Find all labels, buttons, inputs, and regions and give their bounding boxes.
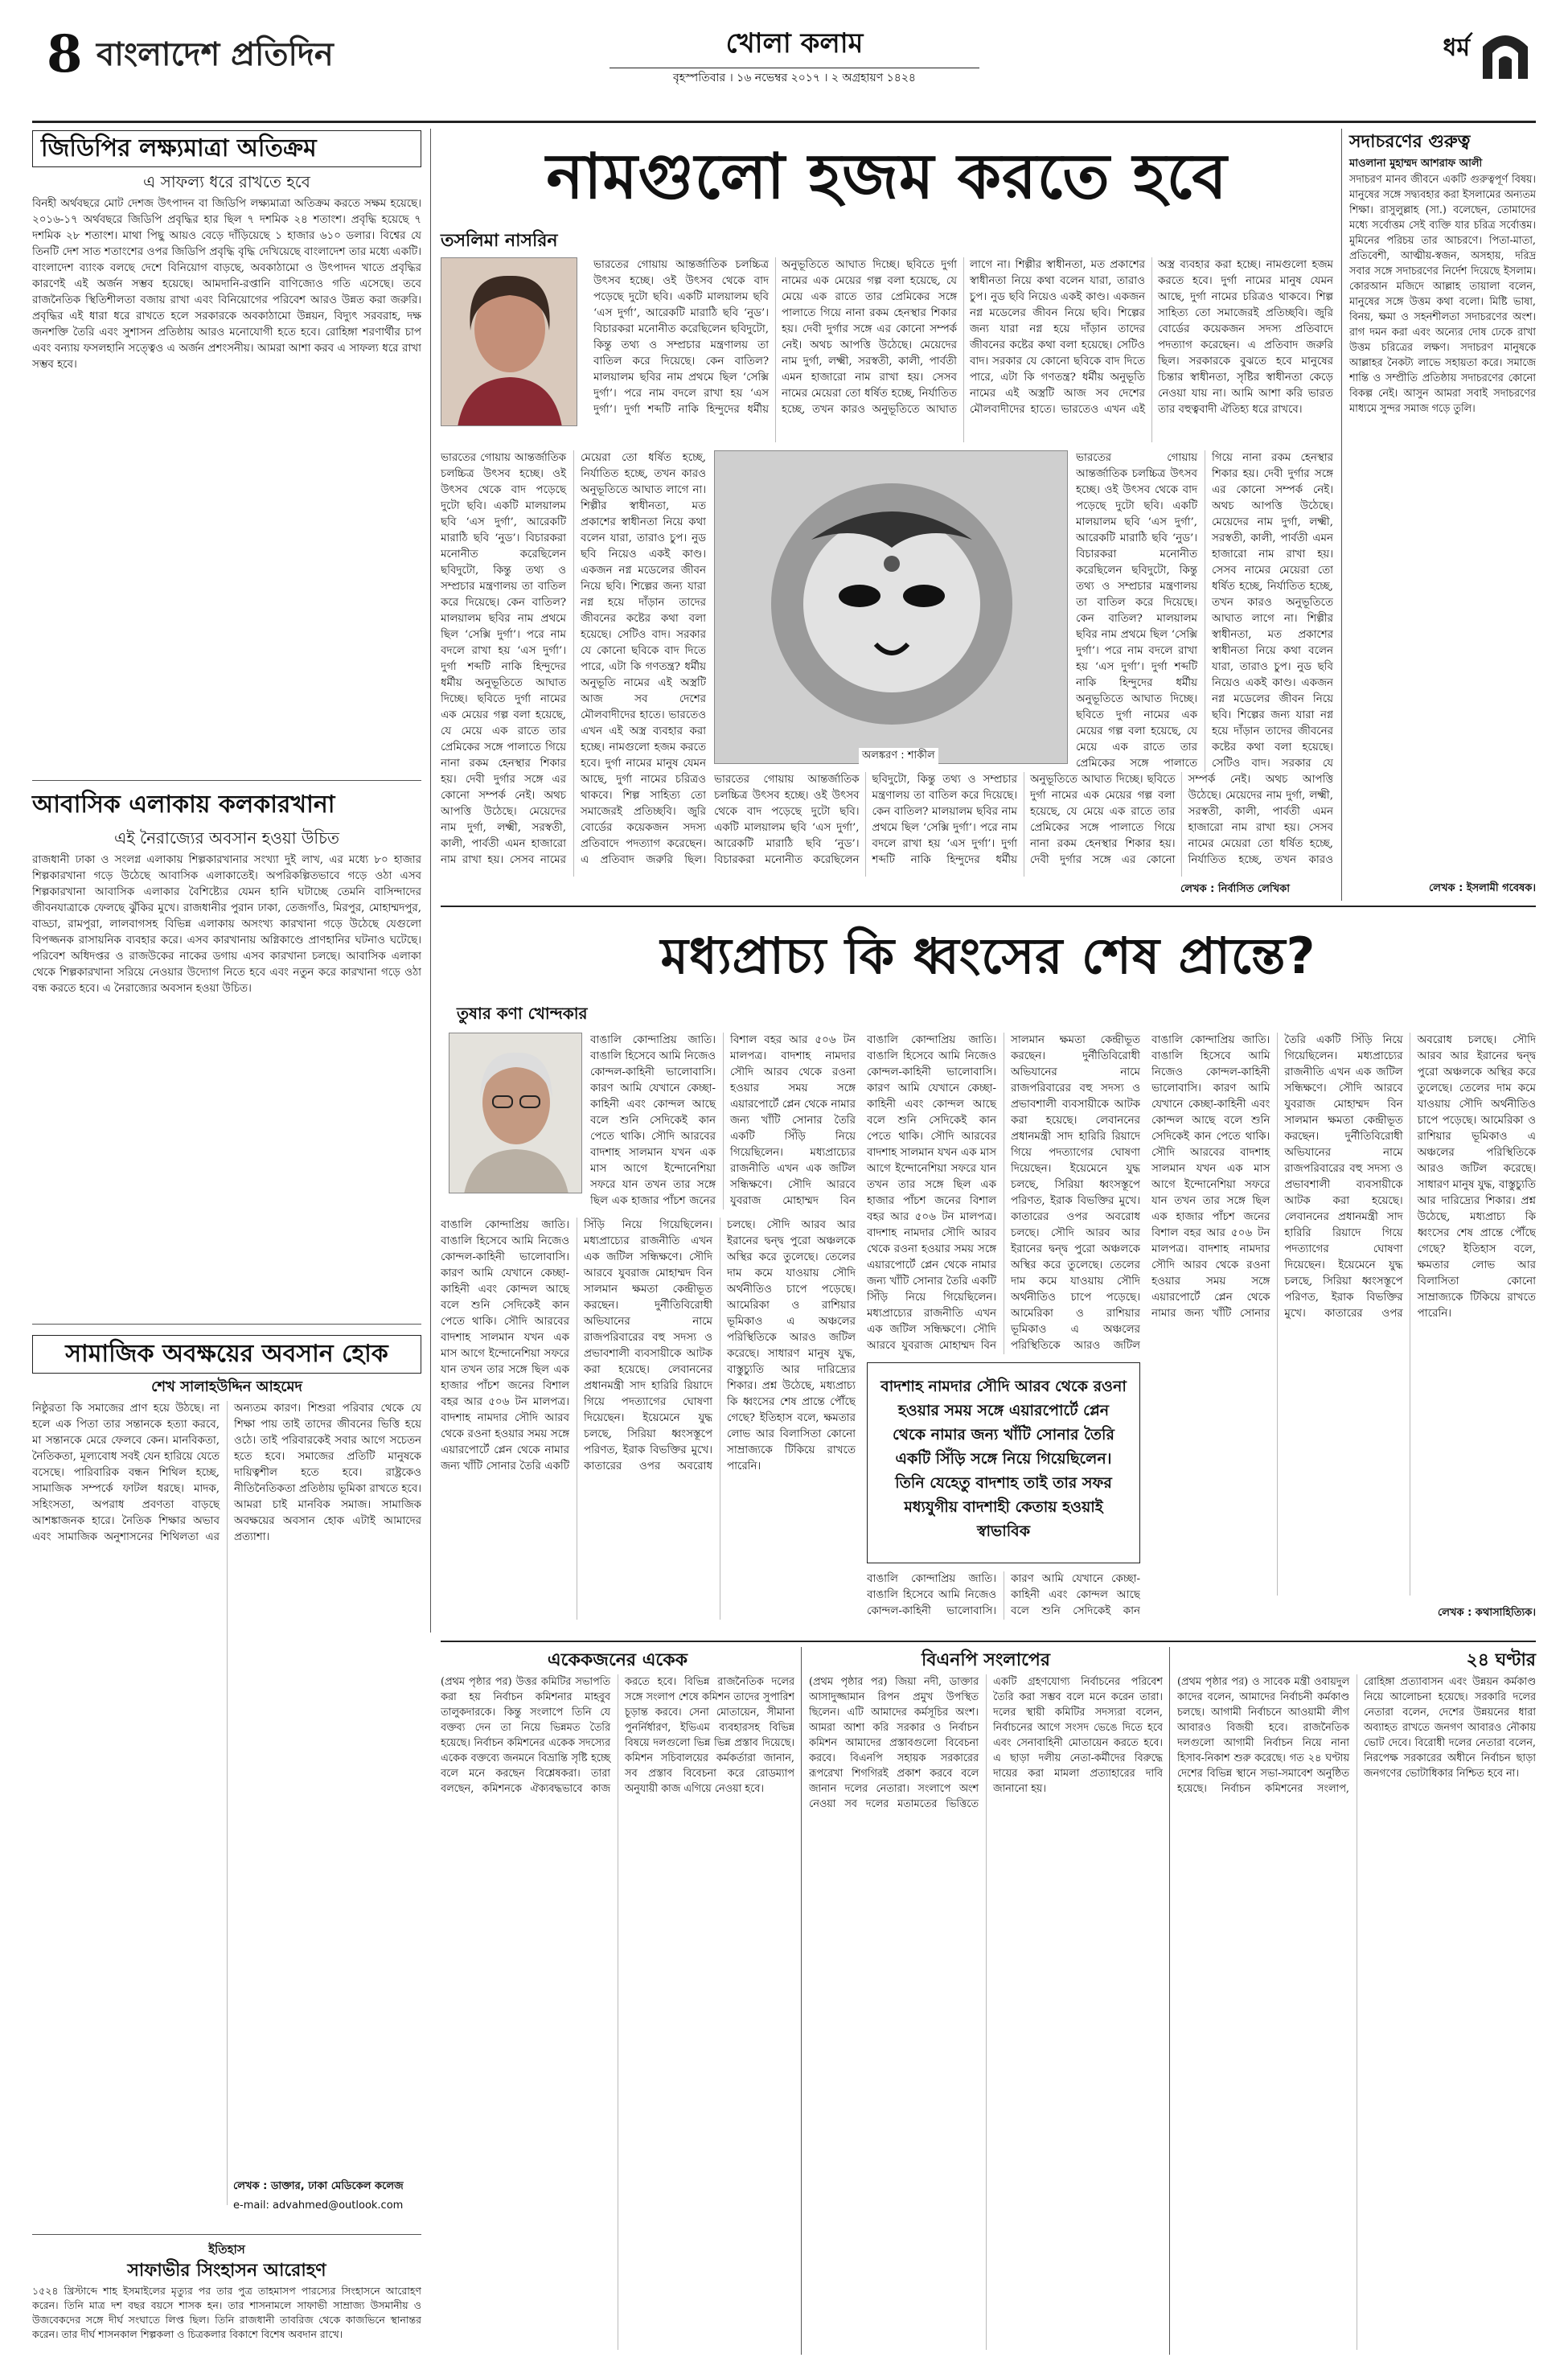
divider [441, 906, 1536, 907]
column-social-title: সামাজিক অবক্ষয়ের অবসান হোক [32, 1335, 421, 1374]
lead-body-lower-left: ভারতের গোয়ায় আন্তর্জাতিক চলচ্চিত্র উৎসব হচ্ছে। ওই উৎসব থেকে বাদ পড়েছে দুটো ছবি। একটি মালয়ালম ছবি ‘এস দুর্গা’, আরেকটি মারাঠি ছবি ‘নুড’। বিচারকরা মনোনীত করেছিলেন ছবিদুটো, কিন্তু তথ্য ও সম্প্রচার মন্ত্রণালয় তা বাতিল করে দিয়েছে। কেন বাতিল? মালয়ালম ছবির নাম প্রথমে ছিল ‘সেক্সি দুর্গা’। পরে নাম বদলে রাখা হয় ‘এস দুর্গা’। দুর্গা শব্দটি নাকি হিন্দুদের ধর্মীয় অনুভূতিতে আঘাত দিচ্ছে। ছবিতে দুর্গা নামের এক মেয়ের গল্প বলা হয়েছে, যে মেয়ে এক রাতে তার প্রেমিকের সঙ্গে পালাতে গিয়ে নানা রকম হেনস্থার শিকার হয়। দেবী দুর্গার সঙ্গে এর কোনো সম্পর্ক নেই। অথচ আপত্তি উঠেছে। মেয়েদের নাম দুর্গা, লক্ষ্মী, সরস্বতী, কালী, পার্বতী এমন হাজারো নাম রাখা হয়। সেসব নামের মেয়েরা তো ধর্ষিত হচ্ছে, নির্যাতিত হচ্ছে, তখন কারও অনুভূতিতে আঘাত লাগে না। শিল্পীর স্বাধীনতা, মত প্রকাশের স্বাধীনতা নিয়ে কথা বলেন যারা, তারাও চুপ। নুড ছবি নিয়েও একই কাণ্ড। একজন নগ্ন মডেলের জীবন নিয়ে ছবি। শিল্পের জন্য যারা নগ্ন হয়ে দাঁড়ান তাদের জীবনের কষ্টের কথা বলা হয়েছে। সেটিও বাদ। সরকার যে কোনো ছবিকে বাদ দিতে পারে, এটা কি গণতন্ত্র? ধর্মীয় অনুভূতি নামের এই অস্ত্রটি আজ সব দেশের মৌলবাদীদের হাতে। ভারতেও এখন এই অস্ত্র ব্যবহার করা হচ্ছে। নামগুলো হজম করতে হবে। দুর্গা নামের মানুষ যেমন আছে, দুর্গা নামের চরিত্রও থাকবে। শিল্প সাহিত্য তো সমাজেরই প্রতিচ্ছবি। জুরি বোর্ডের কয়েকজন সদস্য প্রতিবাদে পদত্যাগ করেছেন। এ প্রতিবাদ জরুরি ছিল। [441, 452, 706, 866]
lead-author: তসলিমা নাসরিন [441, 231, 558, 251]
column-social-author: শেখ সালাহউদ্দিন আহমেদ [151, 1378, 302, 1395]
column-divider [1169, 1647, 1170, 2355]
paper-name: বাংলাদেশ প্রতিদিন [96, 36, 334, 73]
bottom-report-2-body: (প্রথম পৃষ্ঠার পর) জিয়া নদী, ডাক্তার আসাদুজ্জামান রিপন প্রমুখ উপস্থিত ছিলেন। এটি আমাদের কর্মসূচির অংশ। আমরা আশা করি সরকার ও নির্বাচন কমিশন আমাদের প্রস্তাবগুলো বিবেচনা করবে। বিএনপি সহায়ক সরকারের রূপরেখা শিগগিরই প্রকাশ করবে বলে জানান দলের নেতারা। সংলাপে অংশ নেওয়া সব দলের মতামতের ভিত্তিতে একটি গ্রহণযোগ্য নির্বাচনের পরিবেশ তৈরি করা সম্ভব বলে মনে করেন তারা। দলের স্থায়ী কমিটির সদস্যরা বলেন, নির্বাচনের আগে সংসদ ভেঙে দিতে হবে এবং সেনাবাহিনী মোতায়েন করতে হবে। এ ছাড়া দলীয় নেতা-কর্মীদের বিরুদ্ধে দায়ের করা মামলা প্রত্যাহারের দাবি জানানো হয়। [809, 1676, 1163, 1810]
bottom-report-3-body: (প্রথম পৃষ্ঠার পর) ও সাবেক মন্ত্রী ওবায়দুল কাদের বলেন, আমাদের নির্বাচনী কর্মকাণ্ড চলছে। আগামী নির্বাচনে আওয়ামী লীগ আবারও বিজয়ী হবে। রাজনৈতিক দলগুলো আগামী নির্বাচন নিয়ে নানা হিসাব-নিকাশ শুরু করেছে। গত ২৪ ঘণ্টায় দেশের বিভিন্ন স্থানে সভা-সমাবেশ অনুষ্ঠিত হয়েছে। নির্বাচন কমিশনের সংলাপ, রোহিঙ্গা প্রত্যাবাসন এবং উন্নয়ন কর্মকাণ্ড নিয়ে আলোচনা হয়েছে। সরকারি দলের নেতারা বলেন, দেশের উন্নয়নের ধারা অব্যাহত রাখতে জনগণ আবারও নৌকায় ভোট দেবে। বিরোধী দলের নেতারা বলেন, নিরপেক্ষ সরকারের অধীনে নির্বাচন ছাড়া জনগণের ভোটাধিকার নিশ্চিত হবে না। [1177, 1676, 1536, 1795]
column-divider-right [1341, 129, 1342, 901]
history-body: ১৫২৪ খ্রিস্টাব্দে শাহ ইসমাইলের মৃত্যুর পর তার পুত্র তাহমাসপ পারস্যের সিংহাসনে আরোহণ করেন। তিনি মাত্র দশ বছর বয়সে শাসক হন। তার শাসনামলে সাফাভী সাম্রাজ্য উসমানীয় ও উজবেকদের সঙ্গে দীর্ঘ সংঘাতে লিপ্ত ছিল। তিনি রাজধানী তাবরিজ থেকে কাজভিনে স্থানান্তর করেন। তার দীর্ঘ শাসনকাল শিল্পকলা ও চিত্রকলার বিকাশে বিশেষ অবদান রাখে। [32, 2285, 421, 2340]
lead-title: নামগুলো হজম করতে হবে [546, 141, 1228, 213]
religion-column [1349, 129, 1536, 901]
feature-body-right: বাঙালি কোন্দাপ্রিয় জাতি। বাঙালি হিসেবে আমি নিজেও কোন্দল-কাহিনী ভালোবাসি। কারণ আমি যেখানে কেচ্ছা-কাহিনী এবং কোন্দল আছে বলে শুনি সেদিকেই কান পেতে থাকি। সৌদি আরবের বাদশাহ সালমান যখন এক মাস আগে ইন্দোনেশিয়া সফরে যান তখন তার সঙ্গে ছিল এক হাজার পাঁচশ জনের বিশাল বহর আর ৫০৬ টন মালপত্র। বাদশাহ নামদার সৌদি আরব থেকে রওনা হওয়ার সময় সঙ্গে এয়ারপোর্টে প্লেন থেকে নামার জন্য খাঁটি সোনার তৈরি একটি সিঁড়ি নিয়ে গিয়েছিলেন। মধ্যপ্রাচ্যের রাজনীতি এখন এক জটিল সন্ধিক্ষণে। সৌদি আরবে যুবরাজ মোহাম্মদ বিন সালমান ক্ষমতা কেন্দ্রীভূত করছেন। দুর্নীতিবিরোধী অভিযানের নামে রাজপরিবারের বহু সদস্য ও প্রভাবশালী ব্যবসায়ীকে আটক করা হয়েছে। লেবাননের প্রধানমন্ত্রী সাদ হারিরি রিয়াদে গিয়ে পদত্যাগের ঘোষণা দিয়েছেন। ইয়েমেনে যুদ্ধ চলছে, সিরিয়া ধ্বংসস্তূপে পরিণত, ইরাক বিভক্তির মুখে। কাতারের ওপর অবরোধ চলছে। সৌদি আরব আর ইরানের দ্বন্দ্ব পুরো অঞ্চলকে অস্থির করে তুলেছে। তেলের দাম কমে যাওয়ায় সৌদি অর্থনীতিও চাপে পড়েছে। আমেরিকা ও রাশিয়ার ভূমিকাও এ অঞ্চলের পরিস্থিতিকে আরও জটিল করেছে। সাধারণ মানুষ যুদ্ধ, বাস্তুচ্যুতি আর দারিদ্র্যের শিকার। প্রশ্ন উঠেছে, মধ্যপ্রাচ্য কি ধ্বংসের শেষ প্রান্তে পৌঁছে গেছে? ইতিহাস বলে, ক্ষমতার লোভ আর বিলাসিতা কোনো সাম্রাজ্যকে টিকিয়ে রাখতে পারেনি। [1151, 1034, 1536, 1320]
page-number: 8 [47, 24, 83, 84]
masthead [47, 23, 1534, 103]
bottom-report-1-body: (প্রথম পৃষ্ঠার পর) উত্তর কমিটির সভাপতি করা হয় নির্বাচন কমিশনার মাহবুব তালুকদারকে। কিন্তু সংলাপে তিনি যে বক্তব্য দেন তা নিয়ে ভিন্নমত তৈরি হয়েছে। নির্বাচন কমিশনের একেক সদস্যের একেক বক্তব্যে জনমনে বিভ্রান্তি সৃষ্টি হচ্ছে বলে মনে করছেন বিশ্লেষকরা। তারা বলছেন, কমিশনকে ঐক্যবদ্ধভাবে কাজ করতে হবে। বিভিন্ন রাজনৈতিক দলের সঙ্গে সংলাপ শেষে কমিশন তাদের সুপারিশ চূড়ান্ত করবে। সেনা মোতায়েন, সীমানা পুনর্নির্ধারণ, ইভিএম ব্যবহারসহ বিভিন্ন বিষয়ে দলগুলো ভিন্ন ভিন্ন প্রস্তাব দিয়েছে। কমিশন সচিবালয়ের কর্মকর্তারা জানান, সব প্রস্তাব বিবেচনা করে রোডম্যাপ অনুযায়ী কাজ এগিয়ে নেওয়া হবে। [441, 1676, 794, 1795]
section-title: খোলা কলাম [725, 27, 864, 60]
masthead-rule [32, 121, 1536, 123]
religion-body: সদাচরণ মানব জীবনে একটি গুরুত্বপূর্ণ বিষয়। মানুষের সঙ্গে সদ্ব্যবহার করা ইসলামের অন্যতম শিক্ষা। রাসুলুল্লাহ (সা.) বলেছেন, তোমাদের মধ্যে সর্বোত্তম সেই ব্যক্তি যার চরিত্র সর্বোত্তম। মুমিনের পরিচয় তার আচরণে। পিতা-মাতা, প্রতিবেশী, আত্মীয়-স্বজন, অসহায়, দরিদ্র সবার সঙ্গে সদাচরণের নির্দেশ দিয়েছে ইসলাম। কোরআন মজিদে আল্লাহ তায়ালা বলেন, মানুষের সঙ্গে উত্তম কথা বলো। মিষ্টি ভাষা, বিনয়, ক্ষমা ও সহনশীলতা সদাচরণের অংশ। রাগ দমন করা এবং অন্যের দোষ ঢেকে রাখা উত্তম চরিত্রের লক্ষণ। সদাচরণ মানুষকে আল্লাহর নৈকট্য লাভে সহায়তা করে। সমাজে শান্তি ও সম্প্রীতি প্রতিষ্ঠায় সদাচরণের কোনো বিকল্প নেই। আসুন আমরা সবাই সদাচরণের মাধ্যমে সুন্দর সমাজ গড়ে তুলি। [1349, 174, 1536, 415]
column-social-email: e-mail: advahmed@outlook.com [233, 2199, 404, 2212]
editorial-industry [32, 787, 421, 1317]
bottom-report-1 [441, 1647, 794, 2355]
divider [441, 1641, 1536, 1642]
feature-author: তুষার কণা খোন্দকার [457, 1004, 588, 1023]
religion-footer: লেখক : ইসলামী গবেষক। [1428, 882, 1536, 894]
mosque-icon [1480, 23, 1531, 80]
history-box [32, 2241, 421, 2353]
religion-title: সদাচরণের গুরুত্ব [1349, 132, 1471, 152]
lead-footer: লেখক : নির্বাসিত লেখিকা [1180, 883, 1290, 895]
history-label: ইতিহাস [208, 2242, 245, 2257]
illustration-credit: অলঙ্করণ : শাকীল [859, 748, 938, 765]
bottom-report-2-label: বিএনপি সংলাপের [922, 1650, 1050, 1670]
issue-date: বৃহস্পতিবার । ১৬ নভেম্বর ২০১৭ । ২ অগ্রহায়ণ ১৪২৪ [610, 68, 979, 88]
column-social [32, 1335, 421, 2228]
author-photo [441, 257, 577, 426]
editorial-gdp-title: জিডিপির লক্ষ্যমাত্রা অতিক্রম [32, 130, 421, 167]
feature-body-lower-left: বাঙালি কোন্দাপ্রিয় জাতি। বাঙালি হিসেবে আমি নিজেও কোন্দল-কাহিনী ভালোবাসি। কারণ আমি যেখানে কেচ্ছা-কাহিনী এবং কোন্দল আছে বলে শুনি সেদিকেই কান পেতে থাকি। সৌদি আরবের বাদশাহ সালমান যখন এক মাস আগে ইন্দোনেশিয়া সফরে যান তখন তার সঙ্গে ছিল এক হাজার পাঁচশ জনের বিশাল বহর আর ৫০৬ টন মালপত্র। বাদশাহ নামদার সৌদি আরব থেকে রওনা হওয়ার সময় সঙ্গে এয়ারপোর্টে প্লেন থেকে নামার জন্য খাঁটি সোনার তৈরি একটি সিঁড়ি নিয়ে গিয়েছিলেন। মধ্যপ্রাচ্যের রাজনীতি এখন এক জটিল সন্ধিক্ষণে। সৌদি আরবে যুবরাজ মোহাম্মদ বিন সালমান ক্ষমতা কেন্দ্রীভূত করছেন। দুর্নীতিবিরোধী অভিযানের নামে রাজপরিবারের বহু সদস্য ও প্রভাবশালী ব্যবসায়ীকে আটক করা হয়েছে। লেবাননের প্রধানমন্ত্রী সাদ হারিরি রিয়াদে গিয়ে পদত্যাগের ঘোষণা দিয়েছেন। ইয়েমেনে যুদ্ধ চলছে, সিরিয়া ধ্বংসস্তূপে পরিণত, ইরাক বিভক্তির মুখে। কাতারের ওপর অবরোধ চলছে। সৌদি আরব আর ইরানের দ্বন্দ্ব পুরো অঞ্চলকে অস্থির করে তুলেছে। তেলের দাম কমে যাওয়ায় সৌদি অর্থনীতিও চাপে পড়েছে। আমেরিকা ও রাশিয়ার ভূমিকাও এ অঞ্চলের পরিস্থিতিকে আরও জটিল করেছে। সাধারণ মানুষ যুদ্ধ, বাস্তুচ্যুতি আর দারিদ্র্যের শিকার। প্রশ্ন উঠেছে, মধ্যপ্রাচ্য কি ধ্বংসের শেষ প্রান্তে পৌঁছে গেছে? ইতিহাস বলে, ক্ষমতার লোভ আর বিলাসিতা কোনো সাম্রাজ্যকে টিকিয়ে রাখতে পারেনি। [441, 1219, 856, 1472]
column-divider-left [430, 129, 431, 1633]
editorial-industry-deck: এই নৈরাজ্যের অবসান হওয়া উচিত [114, 828, 339, 848]
lead-body-bottom: ভারতের গোয়ায় আন্তর্জাতিক চলচ্চিত্র উৎসব হচ্ছে। ওই উৎসব থেকে বাদ পড়েছে দুটো ছবি। একটি মালয়ালম ছবি ‘এস দুর্গা’, আরেকটি মারাঠি ছবি ‘নুড’। বিচারকরা মনোনীত করেছিলেন ছবিদুটো, কিন্তু তথ্য ও সম্প্রচার মন্ত্রণালয় তা বাতিল করে দিয়েছে। কেন বাতিল? মালয়ালম ছবির নাম প্রথমে ছিল ‘সেক্সি দুর্গা’। পরে নাম বদলে রাখা হয় ‘এস দুর্গা’। দুর্গা শব্দটি নাকি হিন্দুদের ধর্মীয় অনুভূতিতে আঘাত দিচ্ছে। ছবিতে দুর্গা নামের এক মেয়ের গল্প বলা হয়েছে, যে মেয়ে এক রাতে তার প্রেমিকের সঙ্গে পালাতে গিয়ে নানা রকম হেনস্থার শিকার হয়। দেবী দুর্গার সঙ্গে এর কোনো সম্পর্ক নেই। অথচ আপত্তি উঠেছে। মেয়েদের নাম দুর্গা, লক্ষ্মী, সরস্বতী, কালী, পার্বতী এমন হাজারো নাম রাখা হয়। সেসব নামের মেয়েরা তো ধর্ষিত হচ্ছে, নির্যাতিত হচ্ছে, তখন কারও [714, 774, 1333, 866]
pull-quote-box [867, 1362, 1140, 1563]
feature-author-photo [449, 1033, 582, 1193]
lead-article [441, 129, 1333, 901]
lead-body-lower-right: ভারতের গোয়ায় আন্তর্জাতিক চলচ্চিত্র উৎসব হচ্ছে। ওই উৎসব থেকে বাদ পড়েছে দুটো ছবি। একটি মালয়ালম ছবি ‘এস দুর্গা’, আরেকটি মারাঠি ছবি ‘নুড’। বিচারকরা মনোনীত করেছিলেন ছবিদুটো, কিন্তু তথ্য ও সম্প্রচার মন্ত্রণালয় তা বাতিল করে দিয়েছে। কেন বাতিল? মালয়ালম ছবির নাম প্রথমে ছিল ‘সেক্সি দুর্গা’। পরে নাম বদলে রাখা হয় ‘এস দুর্গা’। দুর্গা শব্দটি নাকি হিন্দুদের ধর্মীয় অনুভূতিতে আঘাত দিচ্ছে। ছবিতে দুর্গা নামের এক মেয়ের গল্প বলা হয়েছে, যে মেয়ে এক রাতে তার প্রেমিকের সঙ্গে পালাতে গিয়ে নানা রকম হেনস্থার শিকার হয়। দেবী দুর্গার সঙ্গে এর কোনো সম্পর্ক নেই। অথচ আপত্তি উঠেছে। মেয়েদের নাম দুর্গা, লক্ষ্মী, সরস্বতী, কালী, পার্বতী এমন হাজারো নাম রাখা হয়। সেসব নামের মেয়েরা তো ধর্ষিত হচ্ছে, নির্যাতিত হচ্ছে, তখন কারও অনুভূতিতে আঘাত লাগে না। শিল্পীর স্বাধীনতা, মত প্রকাশের স্বাধীনতা নিয়ে কথা বলেন যারা, তারাও চুপ। নুড ছবি নিয়েও একই কাণ্ড। একজন নগ্ন মডেলের জীবন নিয়ে ছবি। শিল্পের জন্য যারা নগ্ন হয়ে দাঁড়ান তাদের জীবনের কষ্টের কথা বলা হয়েছে। সেটিও বাদ। সরকার যে [1076, 452, 1333, 770]
pull-quote: বাদশাহ নামদার সৌদি আরব থেকে রওনা হওয়ার সময় সঙ্গে এয়ারপোর্টে প্লেন থেকে নামার জন্য খাঁটি সোনার তৈরি একটি সিঁড়ি সঙ্গে নিয়ে গিয়েছিলেন। তিনি যেহেতু বাদশাহ তাই তার সফর মধ্যযুগীয় বাদশাহী কেতায় হওয়াই স্বাভাবিক [880, 1378, 1127, 1540]
history-title: সাফাভীর সিংহাসন আরোহণ [127, 2261, 326, 2281]
feature-middle-east [441, 912, 1536, 1636]
bottom-report-1-label: একেকজনের একেক [547, 1650, 688, 1670]
bottom-report-3 [1177, 1647, 1536, 2355]
divider [32, 2234, 421, 2235]
feature-footer: লেখক : কথাসাহিত্যিক। [1437, 1607, 1536, 1619]
divider [32, 1324, 421, 1325]
editorial-gdp-deck: এ সাফল্য ধরে রাখতে হবে [143, 172, 310, 191]
column-social-body: নিষ্ঠুরতা কি সমাজের প্রাণ হয়ে উঠছে। না হলে এক পিতা তার সন্তানকে হত্যা করবে, মা সন্তানকে মেরে ফেলবে কেন। মানবিকতা, নৈতিকতা, মূল্যবোধ সবই যেন হারিয়ে যেতে বসেছে। পারিবারিক বন্ধন শিথিল হচ্ছে, সামাজিক সম্পর্কে ফাটল ধরছে। মাদক, সহিংসতা, অপরাধ প্রবণতা বাড়ছে আশঙ্কাজনক হারে। নৈতিক শিক্ষার অভাব এবং সামাজিক অনুশাসনের শিথিলতা এর অন্যতম কারণ। শিশুরা পরিবার থেকে যে শিক্ষা পায় তাই তাদের জীবনের ভিত্তি হয়ে ওঠে। তাই পরিবারকেই সবার আগে সচেতন হতে হবে। সমাজের প্রতিটি মানুষকে দায়িত্বশীল হতে হবে। রাষ্ট্রকেও নীতিনৈতিকতা প্রতিষ্ঠায় ভূমিকা রাখতে হবে। আমরা চাই মানবিক সমাজ। সামাজিক অবক্ষয়ের অবসান হোক এটাই আমাদের প্রত্যাশা। [32, 1403, 421, 1543]
religion-author: মাওলানা মুহাম্মদ আশরাফ আলী [1349, 158, 1483, 170]
editorial-gdp-body: বিনহী অর্থবছরে মোট দেশজ উৎপাদন বা জিডিপি লক্ষ্যমাত্রা অতিক্রম করতে সক্ষম হয়েছে। ২০১৬-১৭ অর্থবছরে জিডিপি প্রবৃদ্ধির হার ছিল ৭ দশমিক ২৪ শতাংশ। প্রবৃদ্ধি হয়েছে ৭ দশমিক ২৮ শতাংশ। মাথা পিছু আয়ও বেড়ে দাঁড়িয়েছে ১ হাজার ৬১০ ডলার। বিশ্বের যে তিনটি দেশ সাত শতাংশের ওপর জিডিপি প্রবৃদ্ধি বৃদ্ধি দেখিয়েছে বাংলাদেশ তার মধ্যে একটি। বাংলাদেশ ব্যাংক বলছে দেশে বিনিয়োগ বাড়ছে, অবকাঠামো ও উৎপাদন খাতে প্রবৃদ্ধির কারণেই এই অর্জন সম্ভব হয়েছে। আমদানি-রপ্তানি বাণিজ্যেও গতি এসেছে। তবে রাজনৈতিক স্থিতিশীলতা বজায় রাখা এবং বিনিয়োগের পরিবেশ আরও উন্নত করা জরুরি। প্রবৃদ্ধির এই ধারা ধরে রাখতে হলে সরকারকে অবকাঠামো উন্নয়ন, বিদ্যুৎ সরবরাহ, দক্ষ জনশক্তি তৈরি এবং সুশাসন প্রতিষ্ঠায় আরও মনোযোগী হতে হবে। রোহিঙ্গা শরণার্থীর চাপ এবং বন্যায় ফসলহানি সত্ত্বেও এ অর্জন প্রশংসনীয়। আমরা আশা করব এ সাফল্য ধরে রাখা সম্ভব হবে। [32, 198, 421, 371]
lead-body: ভারতের গোয়ায় আন্তর্জাতিক চলচ্চিত্র উৎসব হচ্ছে। ওই উৎসব থেকে বাদ পড়েছে দুটো ছবি। একটি মালয়ালম ছবি ‘এস দুর্গা’, আরেকটি মারাঠি ছবি ‘নুড’। বিচারকরা মনোনীত করেছিলেন ছবিদুটো, কিন্তু তথ্য ও সম্প্রচার মন্ত্রণালয় তা বাতিল করে দিয়েছে। কেন বাতিল? মালয়ালম ছবির নাম প্রথমে ছিল ‘সেক্সি দুর্গা’। পরে নাম বদলে রাখা হয় ‘এস দুর্গা’। দুর্গা শব্দটি নাকি হিন্দুদের ধর্মীয় অনুভূতিতে আঘাত দিচ্ছে। ছবিতে দুর্গা নামের এক মেয়ের গল্প বলা হয়েছে, যে মেয়ে এক রাতে তার প্রেমিকের সঙ্গে পালাতে গিয়ে নানা রকম হেনস্থার শিকার হয়। দেবী দুর্গার সঙ্গে এর কোনো সম্পর্ক নেই। অথচ আপত্তি উঠেছে। মেয়েদের নাম দুর্গা, লক্ষ্মী, সরস্বতী, কালী, পার্বতী এমন হাজারো নাম রাখা হয়। সেসব নামের মেয়েরা তো ধর্ষিত হচ্ছে, নির্যাতিত হচ্ছে, তখন কারও অনুভূতিতে আঘাত লাগে না। শিল্পীর স্বাধীনতা, মত প্রকাশের স্বাধীনতা নিয়ে কথা বলেন যারা, তারাও চুপ। নুড ছবি নিয়েও একই কাণ্ড। একজন নগ্ন মডেলের জীবন নিয়ে ছবি। শিল্পের জন্য যারা নগ্ন হয়ে দাঁড়ান তাদের জীবনের কষ্টের কথা বলা হয়েছে। সেটিও বাদ। সরকার যে কোনো ছবিকে বাদ দিতে পারে, এটা কি গণতন্ত্র? ধর্মীয় অনুভূতি নামের এই অস্ত্রটি আজ সব দেশের মৌলবাদীদের হাতে। ভারতেও এখন এই অস্ত্র ব্যবহার করা হচ্ছে। নামগুলো হজম করতে হবে। দুর্গা নামের মানুষ যেমন আছে, দুর্গা নামের চরিত্রও থাকবে। শিল্প সাহিত্য তো সমাজেরই প্রতিচ্ছবি। জুরি বোর্ডের কয়েকজন সদস্য প্রতিবাদে পদত্যাগ করেছেন। এ প্রতিবাদ জরুরি ছিল। সরকারকে বুঝতে হবে মানুষের চিন্তার স্বাধীনতা, সৃষ্টির স্বাধীনতা কেড়ে নেওয়া যায় না। আমি আশা করি ভারত তার বহুত্ববাদী ঐতিহ্য ধরে রাখবে। [593, 259, 1333, 416]
column-social-footer: লেখক : ডাক্তার, ঢাকা মেডিকেল কলেজ [233, 2180, 404, 2192]
feature-body-left: বাঙালি কোন্দাপ্রিয় জাতি। বাঙালি হিসেবে আমি নিজেও কোন্দল-কাহিনী ভালোবাসি। কারণ আমি যেখানে কেচ্ছা-কাহিনী এবং কোন্দল আছে বলে শুনি সেদিকেই কান পেতে থাকি। সৌদি আরবের বাদশাহ সালমান যখন এক মাস আগে ইন্দোনেশিয়া সফরে যান তখন তার সঙ্গে ছিল এক হাজার পাঁচশ জনের বিশাল বহর আর ৫০৬ টন মালপত্র। বাদশাহ নামদার সৌদি আরব থেকে রওনা হওয়ার সময় সঙ্গে এয়ারপোর্টে প্লেন থেকে নামার জন্য খাঁটি সোনার তৈরি একটি সিঁড়ি নিয়ে গিয়েছিলেন। মধ্যপ্রাচ্যের রাজনীতি এখন এক জটিল সন্ধিক্ষণে। সৌদি আরবে যুবরাজ মোহাম্মদ বিন [590, 1034, 856, 1207]
lead-illustration [714, 450, 1068, 764]
editorial-gdp [32, 130, 421, 774]
feature-title: মধ্যপ্রাচ্য কি ধ্বংসের শেষ প্রান্তে? [660, 926, 1316, 985]
religion-section-title: ধর্ম [1443, 34, 1470, 62]
feature-body-center: বাঙালি কোন্দাপ্রিয় জাতি। বাঙালি হিসেবে আমি নিজেও কোন্দল-কাহিনী ভালোবাসি। কারণ আমি যেখানে কেচ্ছা-কাহিনী এবং কোন্দল আছে বলে শুনি সেদিকেই কান পেতে থাকি। সৌদি আরবের বাদশাহ সালমান যখন এক মাস আগে ইন্দোনেশিয়া সফরে যান তখন তার সঙ্গে ছিল এক হাজার পাঁচশ জনের বিশাল বহর আর ৫০৬ টন মালপত্র। বাদশাহ নামদার সৌদি আরব থেকে রওনা হওয়ার সময় সঙ্গে এয়ারপোর্টে প্লেন থেকে নামার জন্য খাঁটি সোনার তৈরি একটি সিঁড়ি নিয়ে গিয়েছিলেন। মধ্যপ্রাচ্যের রাজনীতি এখন এক জটিল সন্ধিক্ষণে। সৌদি আরবে যুবরাজ মোহাম্মদ বিন সালমান ক্ষমতা কেন্দ্রীভূত করছেন। দুর্নীতিবিরোধী অভিযানের নামে রাজপরিবারের বহু সদস্য ও প্রভাবশালী ব্যবসায়ীকে আটক করা হয়েছে। লেবাননের প্রধানমন্ত্রী সাদ হারিরি রিয়াদে গিয়ে পদত্যাগের ঘোষণা দিয়েছেন। ইয়েমেনে যুদ্ধ চলছে, সিরিয়া ধ্বংসস্তূপে পরিণত, ইরাক বিভক্তির মুখে। কাতারের ওপর অবরোধ চলছে। সৌদি আরব আর ইরানের দ্বন্দ্ব পুরো অঞ্চলকে অস্থির করে তুলেছে। তেলের দাম কমে যাওয়ায় সৌদি অর্থনীতিও চাপে পড়েছে। আমেরিকা ও রাশিয়ার ভূমিকাও এ অঞ্চলের পরিস্থিতিকে আরও জটিল [867, 1034, 1140, 1352]
editorial-industry-title: আবাসিক এলাকায় কলকারখানা [32, 791, 335, 819]
divider [32, 780, 421, 781]
column-divider [801, 1647, 802, 2355]
editorial-industry-body: রাজধানী ঢাকা ও সংলগ্ন এলাকায় শিল্পকারখানার সংখ্যা দুই লাখ, এর মধ্যে ৮০ হাজার শিল্পকারখানা গড়ে উঠেছে আবাসিক এলাকাতেই। অপরিকল্পিতভাবে গড়ে ওঠা এসব শিল্পকারখানা আবাসিক এলাকার বৈশিষ্ট্যের যেমন হানি ঘটাচ্ছে তেমনি বাসিন্দাদের জীবনযাত্রাকে ফেলছে ঝুঁকির মুখে। রাজধানীর পুরান ঢাকা, তেজগাঁও, মিরপুর, মোহাম্মদপুর, বাড্ডা, রামপুরা, লালবাগসহ বিভিন্ন এলাকায় অসংখ্য কারখানা গড়ে উঠেছে যেগুলো বিপজ্জনক রাসায়নিক ব্যবহার করে। এসব কারখানায় অগ্নিকাণ্ডে প্রাণহানির ঘটনাও ঘটেছে। পরিবেশ অধিদপ্তর ও রাজউকের নাকের ডগায় এসব কারখানা চলছে। আবাসিক এলাকা থেকে শিল্পকারখানা সরিয়ে নেওয়ার উদ্যোগ নিতে হবে এবং নতুন করে কারখানা গড়ে ওঠা বন্ধ করতে হবে। এ নৈরাজ্যের অবসান হওয়া উচিত। [32, 854, 421, 995]
bottom-report-2 [809, 1647, 1163, 2355]
feature-body-center-bottom: বাঙালি কোন্দাপ্রিয় জাতি। বাঙালি হিসেবে আমি নিজেও কোন্দল-কাহিনী ভালোবাসি। কারণ আমি যেখানে কেচ্ছা-কাহিনী এবং কোন্দল আছে বলে শুনি সেদিকেই কান [867, 1573, 1140, 1617]
bottom-report-3-label: ২৪ ঘণ্টার [1466, 1650, 1536, 1670]
